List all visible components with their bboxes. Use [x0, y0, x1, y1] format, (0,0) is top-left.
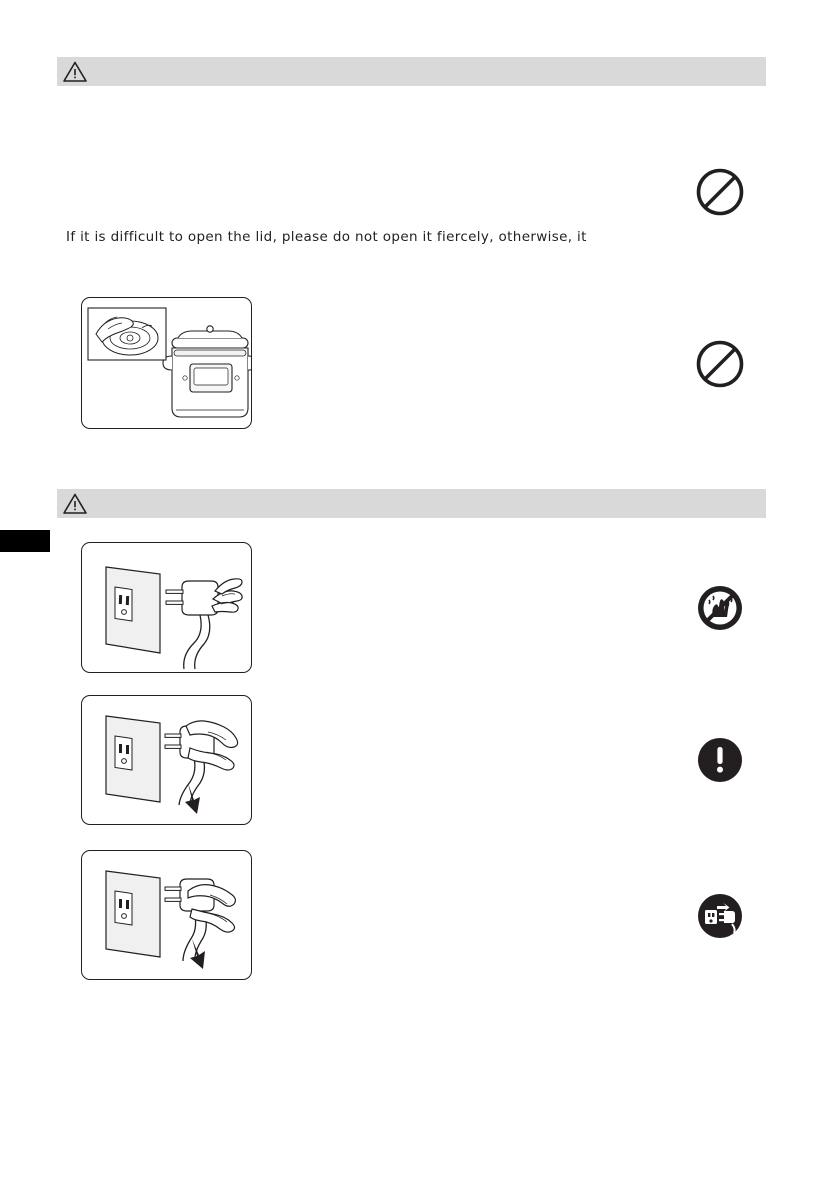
mandatory-exclamation-icon [696, 736, 744, 784]
unplug-from-outlet-icon [696, 892, 744, 940]
warning-section-bar-2 [57, 489, 766, 518]
illustration-grip-plug-body [81, 695, 252, 825]
prohibition-icon [696, 340, 744, 388]
illustration-wet-hand-plug [81, 542, 252, 673]
page-edge-tab [0, 530, 50, 552]
warning-triangle-icon [63, 61, 87, 82]
warning-triangle-icon [63, 493, 87, 514]
prohibition-icon [696, 168, 744, 216]
illustration-pressure-cooker-lid [81, 297, 252, 429]
illustration-pull-cord [81, 850, 252, 980]
no-wet-hands-icon [696, 584, 744, 632]
warning-section-bar-1 [57, 57, 766, 86]
lid-warning-text: If it is difficult to open the lid, please do not open it fiercely, otherwise, it [66, 229, 587, 245]
